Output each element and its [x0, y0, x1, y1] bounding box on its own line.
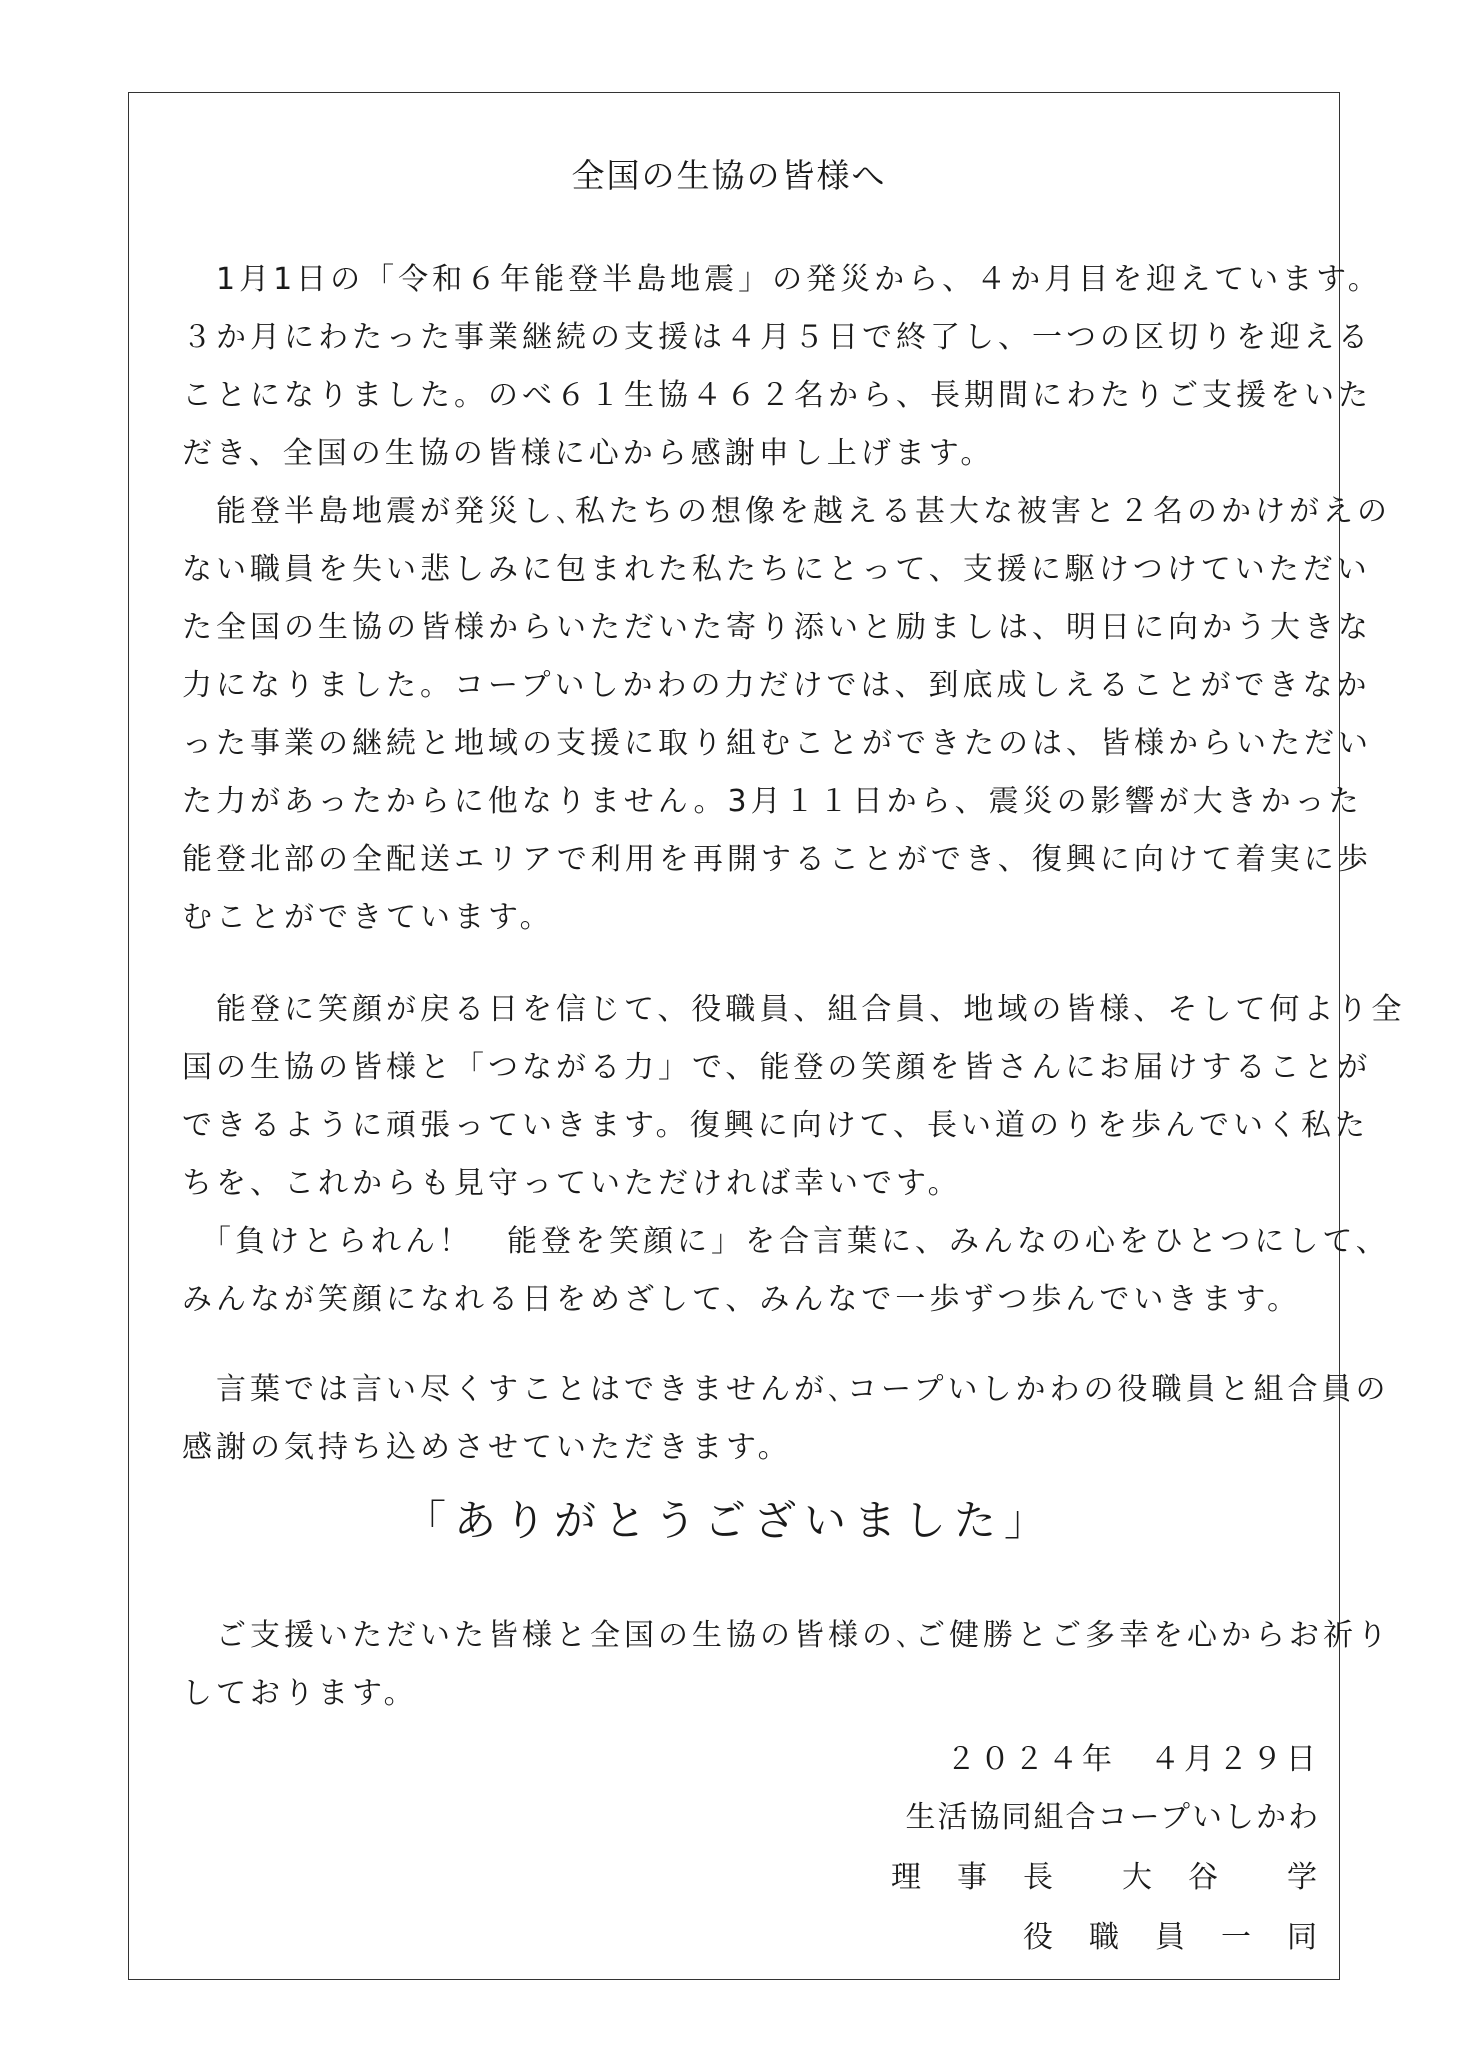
body-line: だき、全国の生協の皆様に心から感謝申し上げます。	[182, 436, 995, 471]
body-line: しております。	[182, 1676, 418, 1711]
body-line: 1月1日の「令和６年能登半島地震」の発災から、４か月目を迎えています。	[182, 262, 1382, 297]
body-line: ない職員を失い悲しみに包まれた私たちにとって、支援に駆けつけていただい	[182, 552, 1371, 587]
body-line: 能登に笑顔が戻る日を信じて、役職員、組合員、地域の皆様、そして何より全	[182, 992, 1406, 1027]
body-line: ちを、これからも見守っていただければ幸いです。	[182, 1166, 962, 1201]
body-line: 国の生協の皆様と「つながる力」で、能登の笑顔を皆さんにお届けすることが	[182, 1050, 1372, 1085]
body-line: 感謝の気持ち込めさせていただきます。	[182, 1430, 792, 1465]
body-line: ご支援いただいた皆様と全国の生協の皆様の､ご健勝とご多幸を心からお祈り	[182, 1618, 1391, 1653]
body-line: みんなが笑顔になれる日をめざして、みんなで一歩ずつ歩んでいきます。	[182, 1282, 1301, 1317]
chairman-name: 理 事 長 大 谷 学	[891, 1860, 1320, 1895]
body-line: 「負けとられん！ 能登を笑顔に」を合言葉に、みんなの心をひとつにして、	[182, 1224, 1390, 1259]
body-line: 言葉では言い尽くすことはできませんが､コープいしかわの役職員と組合員の	[182, 1372, 1390, 1407]
body-line: ３か月にわたった事業継続の支援は４月５日で終了し、一つの区切りを迎える	[182, 320, 1372, 355]
body-line: ことになりました。のべ６１生協４６２名から、長期間にわたりご支援をいた	[182, 378, 1372, 413]
thanks-heading: 「ありがとうございました」	[403, 1496, 1054, 1545]
body-line: むことができています。	[182, 900, 554, 935]
body-line: 能登北部の全配送エリアで利用を再開することができ、復興に向けて着実に歩	[182, 842, 1372, 877]
letter-date: ２０２４年 ４月２９日	[946, 1742, 1320, 1777]
body-line: った事業の継続と地域の支援に取り組むことができたのは、皆様からいただい	[182, 726, 1372, 761]
body-line: 能登半島地震が発災し､私たちの想像を越える甚大な被害と２名のかけがえの	[182, 494, 1391, 529]
staff-signature: 役 職 員 一 同	[1023, 1920, 1320, 1955]
organization-name: 生活協同組合コープいしかわ	[905, 1800, 1320, 1835]
letter-title: 全国の生協の皆様へ	[571, 156, 887, 195]
body-line: た力があったからに他なりません。3月１１日から、震災の影響が大きかった	[182, 784, 1363, 819]
body-line: できるように頑張っていきます。復興に向けて、長い道のりを歩んでいく私た	[182, 1108, 1369, 1143]
body-line: 力になりました。コープいしかわの力だけでは、到底成しえることができなか	[182, 668, 1371, 703]
body-line: た全国の生協の皆様からいただいた寄り添いと励ましは、明日に向かう大きな	[182, 610, 1372, 645]
